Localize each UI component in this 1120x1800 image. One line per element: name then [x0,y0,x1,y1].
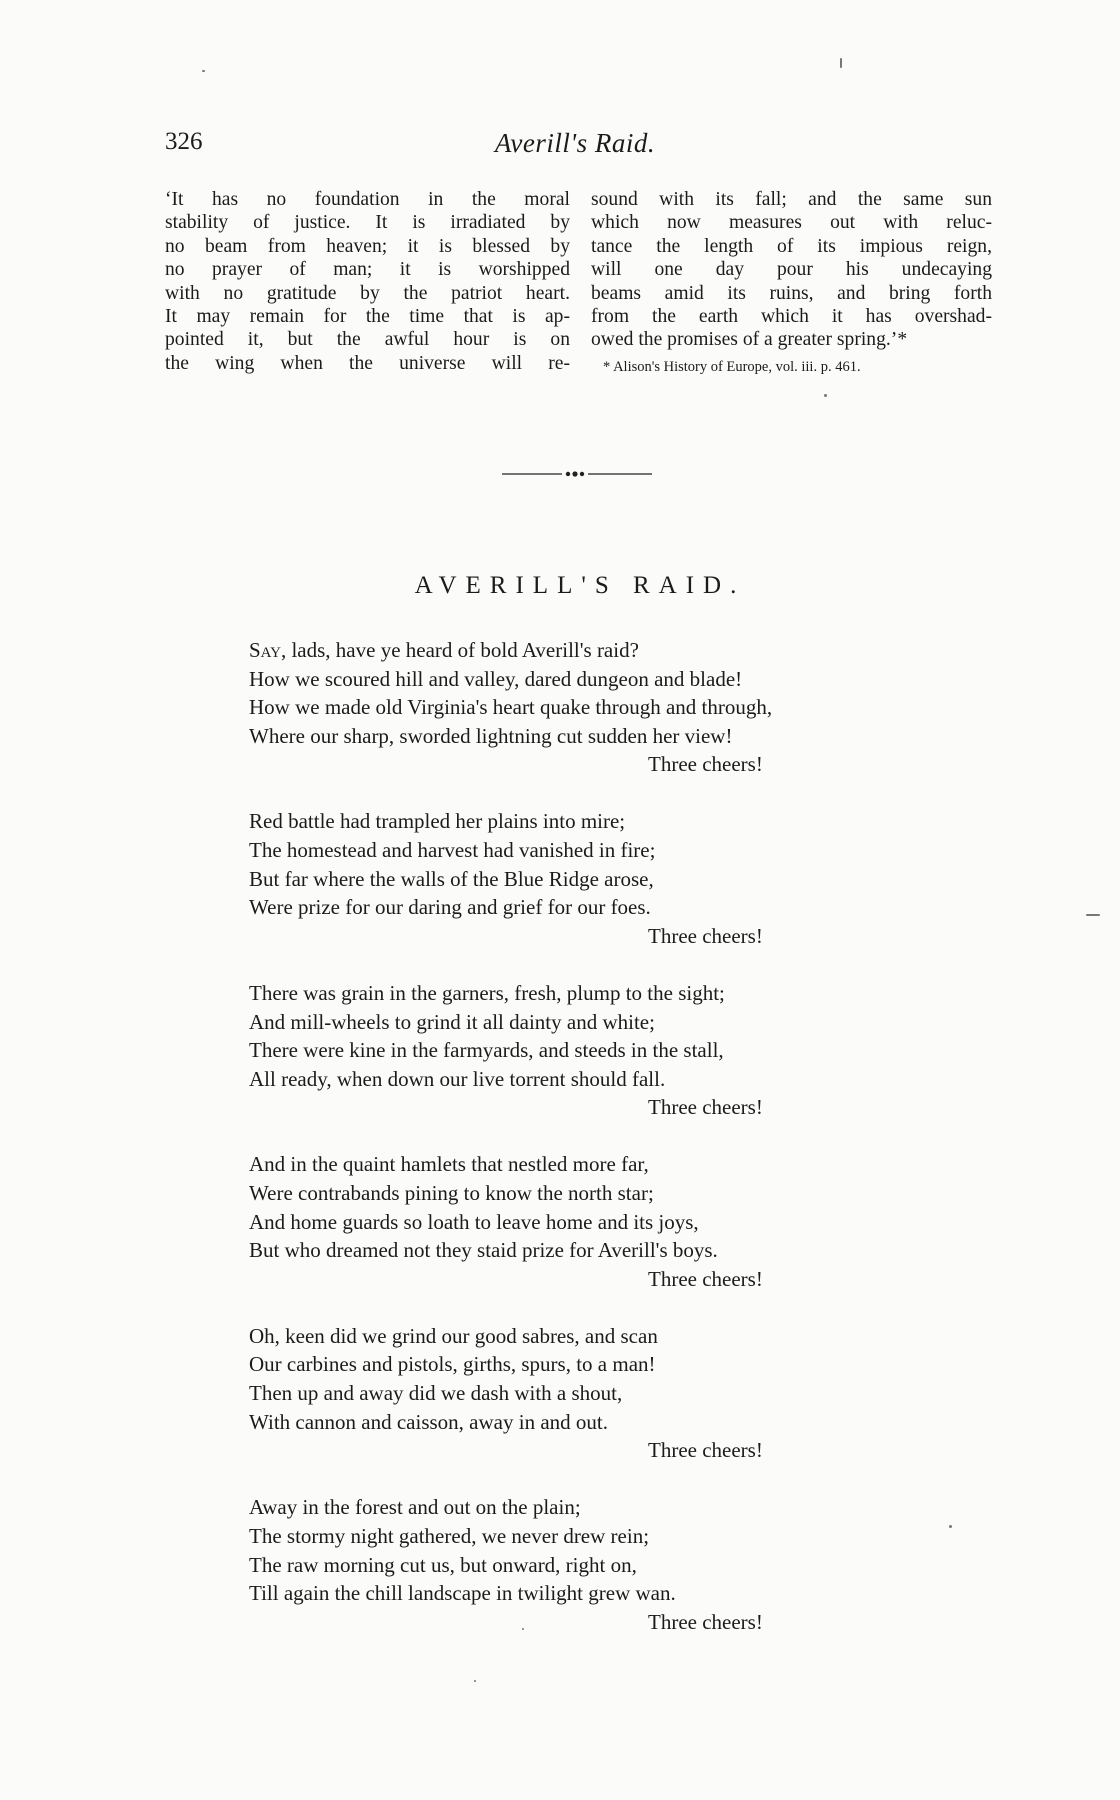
footnote: * Alison's History of Europe, vol. iii. p. 461. [603,358,861,375]
refrain: Three cheers! [648,1609,763,1634]
stanza [249,1150,949,1293]
page-number: 326 [165,128,203,155]
verse-line: How we made old Virginia's heart quake through and through, [249,695,773,720]
stanza [249,1493,949,1636]
verse-line: How we scoured hill and valley, dared dungeon and blade! [249,666,743,691]
refrain: Three cheers! [648,923,763,948]
stanza [249,807,949,950]
prose-line: beams amid its ruins, and bring forth [591,282,992,304]
verse-line: The homestead and harvest had vanished in fire; [249,838,656,863]
prose-line: ‘It has no foundation in the moral [165,189,570,210]
prose-line: the wing when the universe will re- [165,352,570,374]
verse-line: And in the quaint hamlets that nestled more far, [249,1152,649,1177]
scan-speck [824,394,827,397]
prose-line: pointed it, but the awful hour is on [165,329,570,351]
running-head [165,128,985,168]
poem-title: AVERILL'S RAID. [414,572,746,599]
prose-line: stability of justice. It is irradiated by [165,212,570,234]
verse-line: Say, lads, have ye heard of bold Averill's raid? [249,638,639,662]
prose-line: with no gratitude by the patriot heart. [165,282,570,304]
verse-line: Till again the chill landscape in twilight grew wan. [249,1581,676,1606]
verse-line: And home guards so loath to leave home and its joys, [249,1209,699,1234]
prose-line: sound with its fall; and the same sun [591,189,992,210]
prose-line: which now measures out with reluc- [591,212,992,234]
verse-line: But far where the walls of the Blue Ridge arose, [249,866,654,891]
prose-line: It may remain for the time that is ap- [165,306,570,328]
verse-line: Oh, keen did we grind our good sabres, and scan [249,1323,658,1348]
stanza [249,979,949,1122]
refrain: Three cheers! [648,1095,763,1120]
verse-line: Red battle had trampled her plains into mire; [249,809,626,834]
verse-line: All ready, when down our live torrent should fall. [249,1066,666,1091]
verse-line: And mill-wheels to grind it all dainty and white; [249,1009,655,1034]
verse-line: The stormy night gathered, we never drew rein; [249,1523,650,1548]
verse-line: But who dreamed not they staid prize for Averill's boys. [249,1238,718,1263]
prose-line: no prayer of man; it is worshipped [165,259,570,281]
refrain: Three cheers! [648,1266,763,1291]
verse-line: Our carbines and pistols, girths, spurs, to a man! [249,1352,656,1377]
scan-speck [1086,914,1100,916]
scan-speck [949,1525,952,1528]
verse-line: Then up and away did we dash with a shout, [249,1381,623,1406]
running-title: Averill's Raid. [494,128,656,158]
scan-speck [474,1680,476,1682]
poem-body [249,636,949,1665]
left-prose-column [165,188,570,375]
stanza [249,636,949,779]
prose-line: will one day pour his undecaying [591,259,992,281]
verse-line: Were contrabands pining to know the north star; [249,1181,654,1205]
initial-small-caps: Say, [249,638,287,662]
stanza [249,1322,949,1465]
prose-line: owed the promises of a greater spring.’* [591,329,908,351]
prose-line: from the earth which it has overshad- [591,306,992,328]
refrain: Three cheers! [648,752,763,777]
scan-speck [202,70,205,72]
verse-line: There was grain in the garners, fresh, plump to the sight; [249,980,725,1005]
verse-line: Where our sharp, sworded lightning cut sudden her view! [249,723,733,748]
scan-speck [522,1628,524,1630]
section-divider-ornament [502,466,652,482]
verse-line: Were prize for our daring and grief for our foes. [249,895,651,920]
verse-line: With cannon and caisson, away in and out. [249,1409,608,1434]
verse-line: There were kine in the farmyards, and steeds in the stall, [249,1038,724,1063]
refrain: Three cheers! [648,1438,763,1463]
prose-line: no beam from heaven; it is blessed by [165,235,570,257]
verse-line: Away in the forest and out on the plain; [249,1495,581,1520]
right-prose-column [591,188,992,379]
verse-line: The raw morning cut us, but onward, right on, [249,1552,637,1577]
scan-speck [840,58,842,68]
prose-line: tance the length of its impious reign, [591,235,992,257]
